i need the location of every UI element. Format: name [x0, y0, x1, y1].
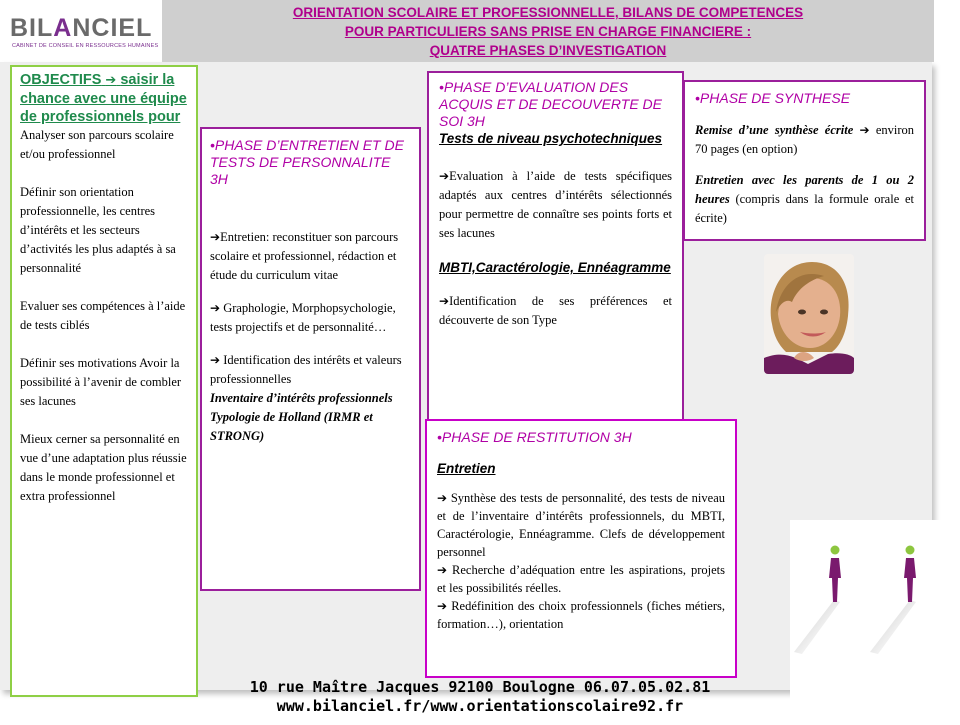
- phase-restitution-p1-text: Synthèse des tests de personnalité, des tests de niveau et de l’inventaire d’intérêts professionnels, du MBTI, Caractérologie, Ennéagramme. Clefs de développement personnel: [437, 491, 725, 559]
- phase-synthese-p1-bold: Remise d’une synthèse écrite: [695, 123, 854, 137]
- phase-evaluation-subtitle-1: Tests de niveau psychotechniques: [439, 131, 663, 146]
- phase-restitution-p3-text: Redéfinition des choix professionnels (fiches métiers, formation…), orientation: [437, 599, 725, 631]
- phase-entretien-p1: [210, 228, 411, 285]
- phase-evaluation-p1: [439, 167, 672, 243]
- header-line-1: ORIENTATION SCOLAIRE ET PROFESSIONNELLE, BILANS DE COMPETENCES: [292, 5, 804, 20]
- phase-restitution-p1: [437, 489, 725, 561]
- arrow-right-icon: ➔: [210, 230, 221, 244]
- header-line-2: POUR PARTICULIERS SANS PRISE EN CHARGE FINANCIERE :: [344, 24, 752, 39]
- phase-evaluation-p1-text: Evaluation à l’aide de tests spécifiques adaptés aux centres d’intérêts sélectionnés pour permettre de connaître ses points forts et ses lacunes: [439, 169, 672, 240]
- phase-evaluation-box: [427, 71, 684, 421]
- phase-restitution-p2-text: Recherche d’adéquation entre les aspirations, projets et les possibilités réelles.: [437, 563, 725, 595]
- phase-synthese-p2-bold: Entretien avec les parents de 1 ou 2 heures: [695, 173, 914, 206]
- phase-entretien-p3-text: Identification des intérêts et valeurs professionnelles: [210, 353, 402, 386]
- phase-synthese-title: •PHASE DE SYNTHESE: [695, 90, 851, 106]
- figures-icon: [790, 520, 960, 720]
- consultant-photo: [764, 254, 854, 374]
- arrow-right-icon: ➔: [210, 301, 221, 315]
- logo-part-1: BIL: [10, 14, 54, 42]
- bilanciel-logo: [6, 8, 159, 54]
- phase-synthese-p2: [695, 171, 914, 228]
- objectifs-box: [10, 65, 198, 697]
- phase-entretien-p2-text: Graphologie, Morphopsychologie, tests projectifs et de personnalité…: [210, 301, 396, 334]
- phase-evaluation-title: •PHASE D’EVALUATION DES ACQUIS ET DE DECOUVERTE DE SOI 3H: [439, 79, 663, 129]
- footer-websites: www.bilanciel.fr/www.orientationscolaire92.fr: [276, 697, 684, 715]
- objectifs-subheading: saisir la chance avec une équipe de professionnels pour: [20, 72, 187, 125]
- objectifs-label: OBJECTIFS: [20, 72, 102, 88]
- page-header: [162, 0, 934, 62]
- phase-entretien-p2: [210, 299, 411, 337]
- phase-evaluation-subtitle-2: MBTI,Caractérologie, Ennéagramme: [439, 260, 671, 275]
- logo-part-accent: A: [53, 14, 73, 42]
- header-line-3: QUATRE PHASES D’INVESTIGATION: [429, 43, 667, 58]
- arrow-right-icon: ➔: [437, 599, 448, 613]
- portrait-image: [764, 254, 854, 374]
- phase-restitution-subtitle: Entretien: [437, 461, 496, 476]
- objectif-item: Mieux cerner sa personnalité en vue d’une adaptation plus réussie dans le monde professionnel et extra professionnel: [20, 432, 187, 503]
- phase-entretien-p3-bold: Inventaire d’intérêts professionnels Typologie de Holland (IRMR et STRONG): [210, 391, 393, 443]
- phase-entretien-p3: [210, 351, 411, 446]
- phase-restitution-title: •PHASE DE RESTITUTION 3H: [437, 429, 632, 445]
- logo-tagline: CABINET DE CONSEIL EN RESSOURCES HUMAINES: [12, 43, 159, 49]
- logo-part-2: NCIEL: [72, 14, 153, 42]
- phase-evaluation-p2-text: Identification de ses préférences et découverte de son Type: [439, 294, 672, 327]
- arrow-right-icon: ➔: [859, 123, 870, 137]
- footer-address: 10 rue Maître Jacques 92100 Boulogne 06.07.05.02.81: [249, 678, 711, 696]
- phase-synthese-p1-text: environ 70 pages (en option): [695, 123, 914, 156]
- logo-wordmark: [10, 14, 152, 43]
- phase-restitution-p3: [437, 597, 725, 633]
- arrow-right-icon: ➔: [437, 563, 448, 577]
- arrow-right-icon: ➔: [105, 73, 117, 88]
- phase-entretien-title: •PHASE D’ENTRETIEN ET DE TESTS DE PERSONNALITE 3H: [210, 137, 404, 187]
- phase-entretien-box: [200, 127, 421, 591]
- phase-restitution-p2: [437, 561, 725, 597]
- people-illustration: [790, 520, 960, 720]
- phase-synthese-p2-text: (compris dans la formule orale et écrite): [695, 192, 914, 225]
- phase-restitution-box: [425, 419, 737, 678]
- objectif-item: Définir ses motivations Avoir la possibilité à l’avenir de combler ses lacunes: [20, 356, 182, 408]
- phase-synthese-p1: [695, 121, 914, 159]
- arrow-right-icon: ➔: [210, 353, 221, 367]
- objectif-item: Evaluer ses compétences à l’aide de tests ciblés: [20, 299, 186, 332]
- arrow-right-icon: ➔: [439, 294, 450, 308]
- objectif-item: Définir son orientation professionnelle, les centres d’intérêts et les secteurs d’activités les plus adaptés à sa personnalité: [20, 185, 176, 275]
- arrow-right-icon: ➔: [437, 491, 448, 505]
- phase-entretien-p1-text: Entretien: reconstituer son parcours scolaire et professionnel, rédaction et étude du curriculum vitae: [210, 230, 399, 282]
- objectif-item: Analyser son parcours scolaire et/ou professionnel: [20, 128, 174, 161]
- phase-evaluation-p2: [439, 292, 672, 330]
- arrow-right-icon: ➔: [439, 169, 450, 183]
- phase-synthese-box: [683, 80, 926, 241]
- objectifs-heading: [20, 71, 188, 126]
